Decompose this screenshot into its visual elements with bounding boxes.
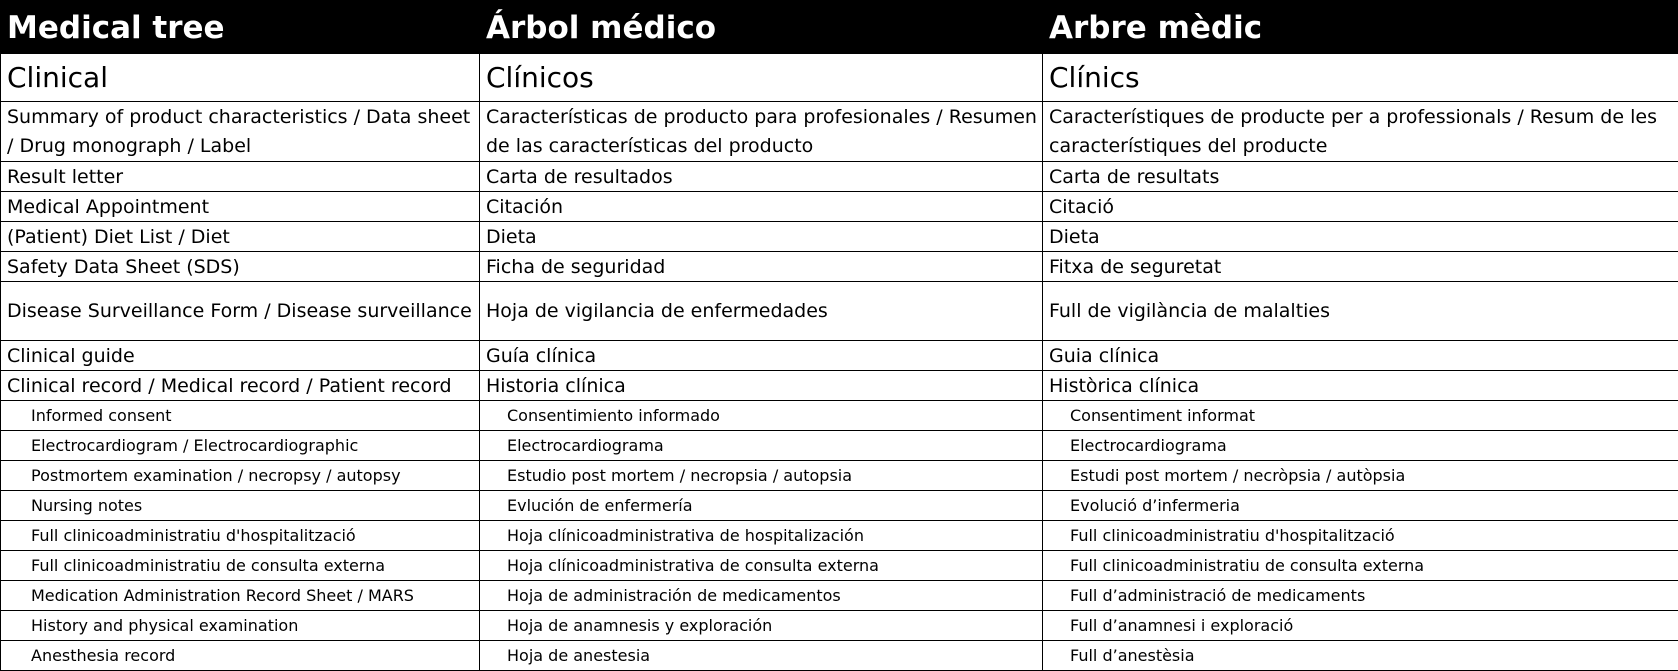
table-row <box>1 222 1678 252</box>
cell-english: Medical Appointment <box>1 192 480 222</box>
sub-row <box>1 461 1678 491</box>
cell-spanish: Hoja de vigilancia de enfermedades <box>480 282 1043 341</box>
sub-row <box>1 431 1678 461</box>
sub-cell-catalan: Full clinicoadministratiu de consulta externa <box>1043 551 1678 581</box>
sub-row <box>1 551 1678 581</box>
sub-cell-spanish: Hoja de administración de medicamentos <box>480 581 1043 611</box>
sub-cell-catalan: Full d’anamnesi i exploració <box>1043 611 1678 641</box>
cell-catalan: Característiques de producte per a professionals / Resum de les característiques del producte <box>1043 102 1678 162</box>
cell-catalan: Històrica clínica <box>1043 371 1678 401</box>
sub-cell-spanish: Hoja clínicoadministrativa de hospitalización <box>480 521 1043 551</box>
section-english: Clinical <box>1 54 480 102</box>
sub-cell-spanish: Consentimiento informado <box>480 401 1043 431</box>
sub-cell-english: Medication Administration Record Sheet / MARS <box>1 581 480 611</box>
sub-cell-english: Postmortem examination / necropsy / autopsy <box>1 461 480 491</box>
cell-spanish: Ficha de seguridad <box>480 252 1043 282</box>
sub-row <box>1 521 1678 551</box>
sub-cell-spanish: Hoja de anamnesis y exploración <box>480 611 1043 641</box>
cell-catalan: Dieta <box>1043 222 1678 252</box>
sub-row <box>1 611 1678 641</box>
table-row <box>1 162 1678 192</box>
sub-row <box>1 401 1678 431</box>
header-spanish: Árbol médico <box>480 1 1043 54</box>
table-row <box>1 282 1678 341</box>
cell-english: Disease Surveillance Form / Disease surveillance <box>1 282 480 341</box>
section-row <box>1 54 1678 102</box>
sub-cell-english: Full clinicoadministratiu d'hospitalització <box>1 521 480 551</box>
table-row <box>1 252 1678 282</box>
sub-cell-spanish: Hoja clínicoadministrativa de consulta externa <box>480 551 1043 581</box>
cell-spanish: Citación <box>480 192 1043 222</box>
sub-row <box>1 641 1678 671</box>
cell-catalan: Citació <box>1043 192 1678 222</box>
sub-cell-spanish: Evlución de enfermería <box>480 491 1043 521</box>
cell-english: Safety Data Sheet (SDS) <box>1 252 480 282</box>
sub-cell-english: Informed consent <box>1 401 480 431</box>
cell-english: Clinical record / Medical record / Patient record <box>1 371 480 401</box>
sub-cell-english: History and physical examination <box>1 611 480 641</box>
sub-cell-english: Nursing notes <box>1 491 480 521</box>
sub-cell-spanish: Hoja de anestesia <box>480 641 1043 671</box>
sub-cell-spanish: Estudio post mortem / necropsia / autopsia <box>480 461 1043 491</box>
cell-english: (Patient) Diet List / Diet <box>1 222 480 252</box>
sub-row <box>1 581 1678 611</box>
header-row <box>1 1 1678 54</box>
cell-spanish: Historia clínica <box>480 371 1043 401</box>
header-catalan: Arbre mèdic <box>1043 1 1678 54</box>
sub-cell-english: Anesthesia record <box>1 641 480 671</box>
sub-row <box>1 491 1678 521</box>
sub-cell-catalan: Electrocardiograma <box>1043 431 1678 461</box>
sub-cell-catalan: Evolució d’infermeria <box>1043 491 1678 521</box>
cell-spanish: Dieta <box>480 222 1043 252</box>
cell-english: Result letter <box>1 162 480 192</box>
sub-cell-catalan: Full clinicoadministratiu d'hospitalització <box>1043 521 1678 551</box>
sub-cell-spanish: Electrocardiograma <box>480 431 1043 461</box>
header-english: Medical tree <box>1 1 480 54</box>
sub-cell-catalan: Full d’administració de medicaments <box>1043 581 1678 611</box>
table-row <box>1 371 1678 401</box>
cell-english: Summary of product characteristics / Data sheet / Drug monograph / Label <box>1 102 480 162</box>
sub-cell-english: Electrocardiogram / Electrocardiographic <box>1 431 480 461</box>
cell-english: Clinical guide <box>1 341 480 371</box>
cell-catalan: Guia clínica <box>1043 341 1678 371</box>
cell-spanish: Carta de resultados <box>480 162 1043 192</box>
section-spanish: Clínicos <box>480 54 1043 102</box>
table-row <box>1 192 1678 222</box>
cell-spanish: Guía clínica <box>480 341 1043 371</box>
cell-catalan: Carta de resultats <box>1043 162 1678 192</box>
section-catalan: Clínics <box>1043 54 1678 102</box>
sub-cell-catalan: Estudi post mortem / necròpsia / autòpsia <box>1043 461 1678 491</box>
table-row <box>1 102 1678 162</box>
sub-cell-english: Full clinicoadministratiu de consulta externa <box>1 551 480 581</box>
sub-cell-catalan: Consentiment informat <box>1043 401 1678 431</box>
sub-cell-catalan: Full d’anestèsia <box>1043 641 1678 671</box>
table-row <box>1 341 1678 371</box>
cell-catalan: Fitxa de seguretat <box>1043 252 1678 282</box>
cell-catalan: Full de vigilància de malalties <box>1043 282 1678 341</box>
cell-spanish: Características de producto para profesionales / Resumen de las características del producto <box>480 102 1043 162</box>
